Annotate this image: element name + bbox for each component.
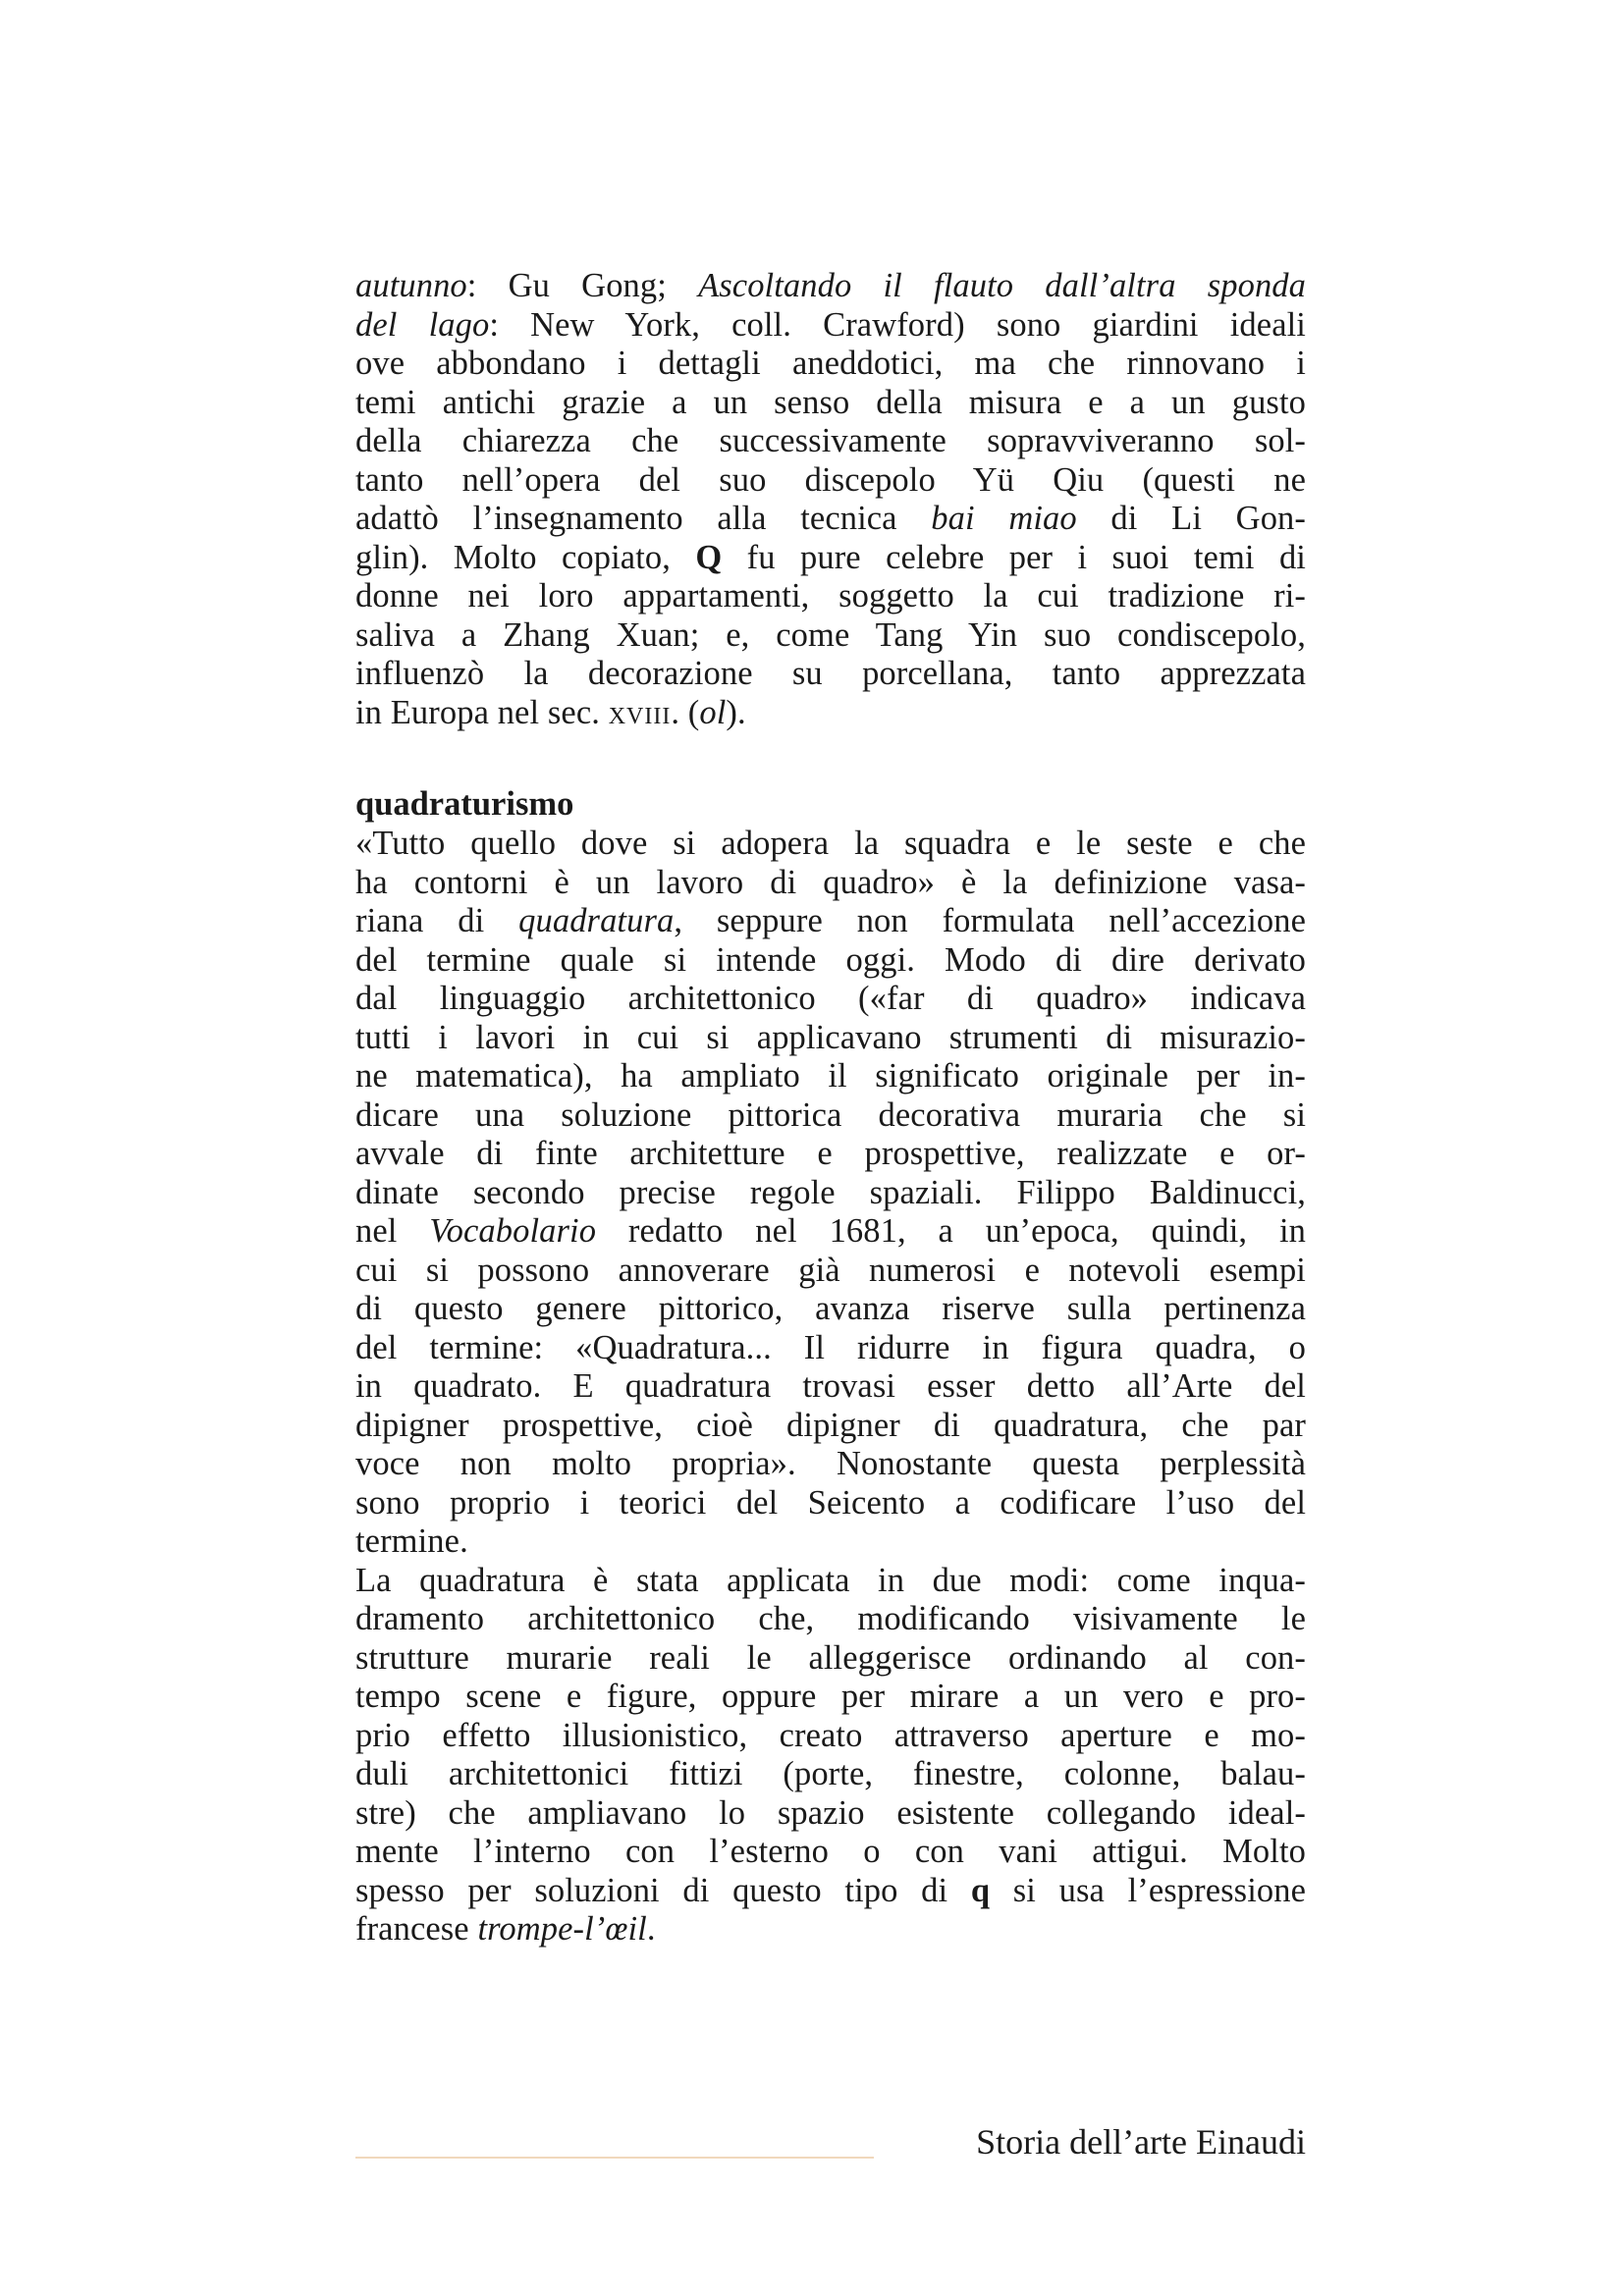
text-line: in Europa nel sec. XVIII. (ol).: [355, 693, 746, 731]
text-line: cui si possono annoverare già numerosi e notevoli esempi: [355, 1251, 1306, 1289]
text-line: mente l’interno con l’esterno o con vani attigui. Molto: [355, 1833, 1306, 1870]
text-line: autunno: Gu Gong; Ascoltando il flauto dall’altra sponda: [355, 267, 1306, 304]
text-line: prio effetto illusionistico, creato attraverso aperture e mo-: [355, 1716, 1306, 1754]
text-line: del lago: New York, coll. Crawford) sono giardini ideali: [355, 305, 1306, 344]
text-line: francese trompe-l’œil.: [355, 1910, 656, 1948]
text-line: voce non molto propria». Nonostante questa perplessità: [355, 1445, 1306, 1482]
text-line: in quadrato. E quadratura trovasi esser detto all’Arte del: [355, 1367, 1306, 1405]
text-line: tutti i lavori in cui si applicavano strumenti di misurazio-: [355, 1018, 1306, 1056]
text-column: [355, 267, 1306, 1949]
text-line: saliva a Zhang Xuan; e, come Tang Yin suo condiscepolo,: [355, 615, 1306, 654]
text-line: duli architettonici fittizi (porte, finestre, colonne, balau-: [355, 1755, 1306, 1792]
text-line: termine.: [355, 1522, 468, 1560]
text-line: dicare una soluzione pittorica decorativa muraria che si: [355, 1095, 1306, 1134]
text-line: ne matematica), ha ampliato il significato originale per in-: [355, 1057, 1306, 1095]
entry-paragraph-1: [355, 825, 1306, 1562]
text-line: del termine quale si intende oggi. Modo di dire derivato: [355, 940, 1306, 979]
text-line: nel Vocabolario redatto nel 1681, a un’epoca, quindi, in: [355, 1212, 1306, 1250]
text-line: spesso per soluzioni di questo tipo di q si usa l’espressione: [355, 1871, 1306, 1909]
text-line: tanto nell’opera del suo discepolo Yü Qiu (questi ne: [355, 460, 1306, 499]
text-line: della chiarezza che successivamente sopravviveranno sol-: [355, 422, 1306, 459]
footer-rule: [355, 2157, 874, 2159]
text-line: dinate secondo precise regole spaziali. Filippo Baldinucci,: [355, 1173, 1306, 1211]
entry-title: quadraturismo: [355, 785, 574, 823]
entry-paragraph-2: [355, 1562, 1306, 1949]
text-line: ha contorni è un lavoro di quadro» è la definizione vasa-: [355, 863, 1306, 901]
entry-continued-paragraph: [355, 267, 1306, 732]
text-line: strutture murarie reali le alleggerisce ordinando al con-: [355, 1638, 1306, 1677]
text-line: riana di quadratura, seppure non formulata nell’accezione: [355, 902, 1306, 939]
text-line: del termine: «Quadratura... Il ridurre in figura quadra, o: [355, 1328, 1306, 1366]
text-line: dal linguaggio architettonico («far di quadro» indicava: [355, 980, 1306, 1017]
text-line: donne nei loro appartamenti, soggetto la cui tradizione ri-: [355, 577, 1306, 614]
text-line: dramento architettonico che, modificando visivamente le: [355, 1600, 1306, 1637]
text-line: avvale di finte architetture e prospettive, realizzate e or-: [355, 1135, 1306, 1172]
text-line: sono proprio i teorici del Seicento a codificare l’uso del: [355, 1483, 1306, 1522]
text-line: influenzò la decorazione su porcellana, tanto apprezzata: [355, 655, 1306, 692]
text-line: «Tutto quello dove si adopera la squadra e le seste e che: [355, 825, 1306, 862]
text-line: adattò l’insegnamento alla tecnica bai miao di Li Gon-: [355, 500, 1306, 537]
text-line: La quadratura è stata applicata in due modi: come inqua-: [355, 1561, 1306, 1599]
text-line: ove abbondano i dettagli aneddotici, ma che rinnovano i: [355, 345, 1306, 382]
text-line: tempo scene e figure, oppure per mirare a un vero e pro-: [355, 1678, 1306, 1715]
footer-publication-title: Storia dell’arte Einaudi: [976, 2122, 1306, 2162]
text-line: temi antichi grazie a un senso della misura e a un gusto: [355, 383, 1306, 421]
text-line: di questo genere pittorico, avanza riserve sulla pertinenza: [355, 1290, 1306, 1327]
text-line: glin). Molto copiato, Q fu pure celebre per i suoi temi di: [355, 538, 1306, 576]
text-line: stre) che ampliavano lo spazio esistente collegando ideal-: [355, 1793, 1306, 1832]
text-line: dipigner prospettive, cioè dipigner di quadratura, che par: [355, 1406, 1306, 1444]
